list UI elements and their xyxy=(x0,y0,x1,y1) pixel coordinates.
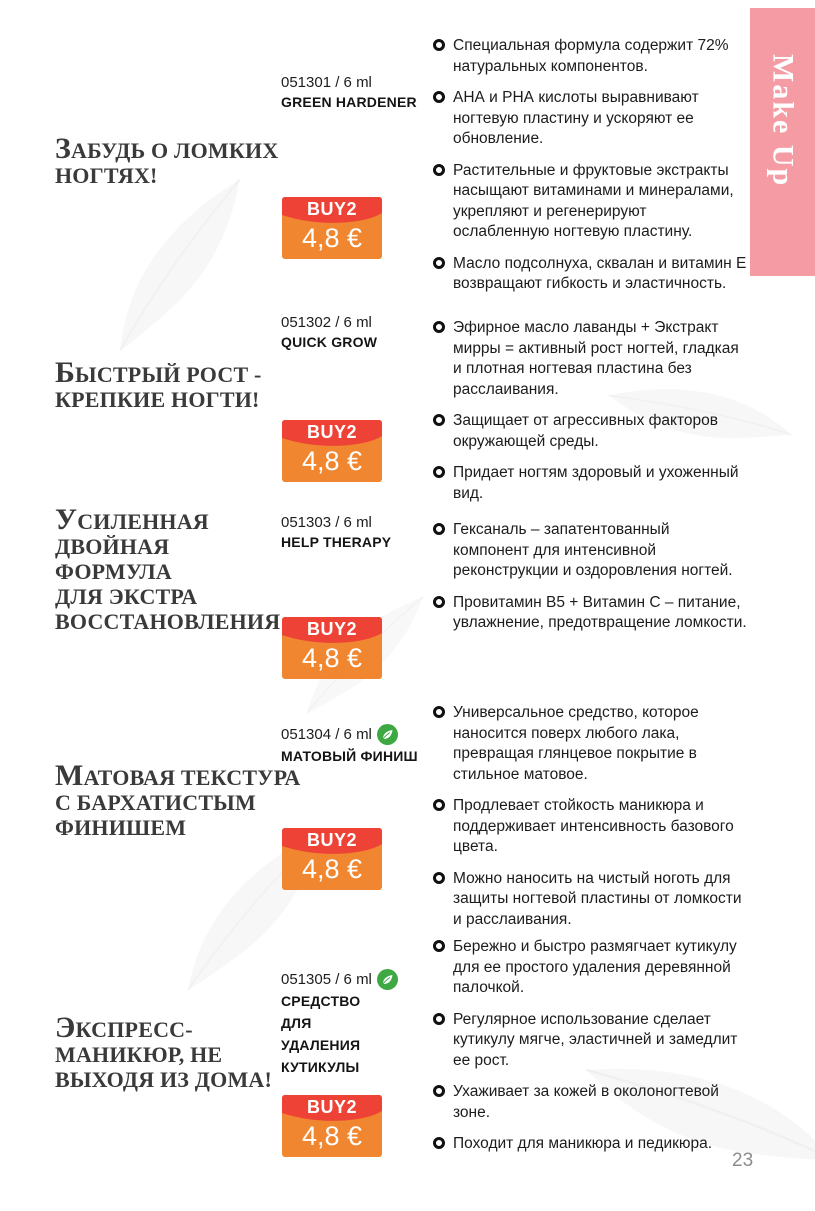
product-code: 051304 / 6 ml xyxy=(281,726,372,743)
category-tab xyxy=(750,8,815,276)
product-info xyxy=(281,314,377,353)
benefit-item: Регулярное использование сделает кутикулу мягче, эластичней и замедлит ее рост. xyxy=(433,1010,747,1072)
product-name: QUICK GROW xyxy=(281,334,378,350)
benefit-list xyxy=(433,318,747,504)
product-info xyxy=(281,724,418,767)
product-code: 051303 / 6 ml xyxy=(281,514,372,531)
ring-bullet-icon xyxy=(433,1085,445,1097)
benefit-item: Придает ногтям здоровый и ухоженный вид. xyxy=(433,463,747,504)
leaf-icon xyxy=(377,969,398,990)
buy2-price-badge xyxy=(282,197,382,259)
product-name: УДАЛЕНИЯ xyxy=(281,1037,361,1053)
buy2-price-badge xyxy=(282,1095,382,1157)
section-heading: ЭКСПРЕСС- МАНИКЮР, НЕ ВЫХОДЯ ИЗ ДОМА! xyxy=(55,1011,273,1092)
badge-price: 4,8 € xyxy=(301,643,363,673)
product-name: СРЕДСТВО xyxy=(281,993,361,1009)
section-heading: МАТОВАЯ ТЕКСТУРА С БАРХАТИСТЫМ ФИНИШЕМ xyxy=(55,759,301,840)
ring-bullet-icon xyxy=(433,596,445,608)
product-name: ДЛЯ xyxy=(281,1015,312,1031)
ring-bullet-icon xyxy=(433,466,445,478)
ring-bullet-icon xyxy=(433,799,445,811)
ring-bullet-icon xyxy=(433,414,445,426)
benefit-item: Защищает от агрессивных факторов окружающей среды. xyxy=(433,411,747,452)
badge-label: BUY2 xyxy=(306,1097,357,1117)
feather-decoration xyxy=(64,161,295,368)
category-tab-label: Make Up xyxy=(766,54,800,188)
badge-label: BUY2 xyxy=(306,619,357,639)
product-info xyxy=(281,514,391,553)
ring-bullet-icon xyxy=(433,1013,445,1025)
product-name: КУТИКУЛЫ xyxy=(281,1059,360,1075)
benefit-item: Продлевает стойкость маникюра и поддерживает интенсивность базового цвета. xyxy=(433,796,747,858)
benefit-item: Универсальное средство, которое наносится поверх любого лака, превращая глянцевое покрытие в стильное матовое. xyxy=(433,703,747,785)
product-name: HELP THERAPY xyxy=(281,534,392,550)
benefit-list xyxy=(433,520,747,634)
buy2-price-badge xyxy=(282,617,382,679)
section-heading: БЫСТРЫЙ РОСТ - КРЕПКИЕ НОГТИ! xyxy=(55,356,262,412)
badge-price: 4,8 € xyxy=(301,446,363,476)
benefit-list xyxy=(433,703,747,930)
badge-label: BUY2 xyxy=(306,199,357,219)
ring-bullet-icon xyxy=(433,872,445,884)
ring-bullet-icon xyxy=(433,940,445,952)
badge-label: BUY2 xyxy=(306,422,357,442)
product-name: GREEN HARDENER xyxy=(281,94,417,110)
buy2-price-badge xyxy=(282,420,382,482)
leaf-icon xyxy=(377,724,398,745)
product-code: 051305 / 6 ml xyxy=(281,971,372,988)
ring-bullet-icon xyxy=(433,1137,445,1149)
ring-bullet-icon xyxy=(433,257,445,269)
benefit-item: Гексаналь – запатентованный компонент для интенсивной реконструкции и оздоровления ногтей. xyxy=(433,520,747,582)
ring-bullet-icon xyxy=(433,164,445,176)
badge-label: BUY2 xyxy=(306,830,357,850)
ring-bullet-icon xyxy=(433,321,445,333)
benefit-item: Бережно и быстро размягчает кутикулу для ее простого удаления деревянной палочкой. xyxy=(433,937,747,999)
benefit-item: АНА и РНА кислоты выравнивают ногтевую пластину и ускоряют ее обновление. xyxy=(433,88,747,150)
benefit-list xyxy=(433,937,747,1155)
benefit-item: Растительные и фруктовые экстракты насыщают витаминами и минералами, укрепляют и регенерируют ослабленную ногтевую пластину. xyxy=(433,161,747,243)
ring-bullet-icon xyxy=(433,706,445,718)
product-name: МАТОВЫЙ ФИНИШ xyxy=(281,748,418,764)
benefit-item: Ухаживает за кожей в околоногтевой зоне. xyxy=(433,1082,747,1123)
ring-bullet-icon xyxy=(433,523,445,535)
product-code: 051301 / 6 ml xyxy=(281,74,372,91)
benefit-item: Эфирное масло лаванды + Экстракт мирры = активный рост ногтей, гладкая и плотная ногтевая пластина без расслаивания. xyxy=(433,318,747,400)
product-info xyxy=(281,969,398,1078)
badge-price: 4,8 € xyxy=(301,223,363,253)
page-number: 23 xyxy=(732,1150,754,1171)
ring-bullet-icon xyxy=(433,91,445,103)
section-heading: УСИЛЕННАЯ ДВОЙНАЯ ФОРМУЛА ДЛЯ ЭКСТРА ВОССТАНОВЛЕНИЯ xyxy=(55,503,281,634)
product-info xyxy=(281,74,417,113)
badge-price: 4,8 € xyxy=(301,1121,363,1151)
section-heading: ЗАБУДЬ О ЛОМКИХ НОГТЯХ! xyxy=(55,132,279,188)
benefit-item: Можно наносить на чистый ноготь для защиты ногтевой пластины от ломкости и расслаивания. xyxy=(433,869,747,931)
buy2-price-badge xyxy=(282,828,382,890)
product-code: 051302 / 6 ml xyxy=(281,314,372,331)
benefit-item: Провитамин В5 + Витамин С – питание, увлажнение, предотвращение ломкости. xyxy=(433,593,747,634)
benefit-item: Походит для маникюра и педикюра. xyxy=(433,1134,747,1155)
benefit-item: Специальная формула содержит 72% натуральных компонентов. xyxy=(433,36,747,77)
badge-price: 4,8 € xyxy=(301,854,363,884)
ring-bullet-icon xyxy=(433,39,445,51)
benefit-list xyxy=(433,36,747,295)
benefit-item: Масло подсолнуха, сквалан и витамин Е возвращают гибкость и эластичность. xyxy=(433,254,747,295)
